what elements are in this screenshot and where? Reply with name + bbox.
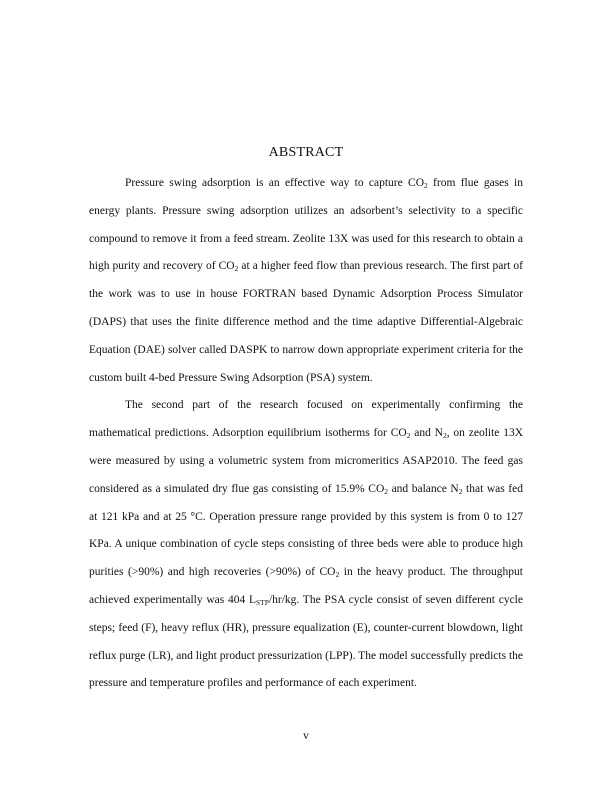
abstract-body	[89, 170, 523, 698]
subscript: 2	[406, 431, 411, 441]
text-run: at a higher feed flow than previous research. The first part of the work was to use in house FORTRAN based Dynamic Adsorption Process Simulator (DAPS) that uses the finite difference method and the time adaptive Differential-Algebraic Equation (DAE) solver called DASPK to narrow down appropriate experiment criteria for the custom built 4-bed Pressure Swing Adsorption (PSA) system.	[89, 260, 523, 384]
text-run: from flue gases in energy plants. Pressure swing adsorption utilizes an adsorbent’s selectivity to a specific compound to remove it from a feed stream. Zeolite 13X was used for this research to obtain a high purity and recovery of CO	[89, 177, 523, 273]
text-run: The second part of the research focused on experimentally confirming the mathematical predictions. Adsorption equilibrium isotherms for CO	[89, 399, 523, 440]
subscript: 2	[458, 486, 463, 496]
abstract-paragraph-1	[89, 170, 523, 392]
text-run: Pressure swing adsorption is an effective way to capture CO	[125, 177, 425, 189]
subscript: 2	[424, 181, 428, 190]
subscript: 2	[335, 570, 340, 580]
text-run: /hr/kg. The PSA cycle consist of seven different cycle steps; feed (F), heavy reflux (HR), pressure equalization (E), counter-current blowdown, light reflux purge (LR), and light product pressurization (LPP). The model successfully predicts the pressure and temperature profiles and performance of each experiment.	[89, 593, 523, 690]
subscript: STP	[255, 597, 269, 607]
abstract-paragraph-2	[89, 392, 523, 698]
subscript: 2	[442, 431, 447, 441]
text-run: and balance N	[388, 482, 459, 495]
text-run: in the heavy product. The throughput achieved experimentally was 404 L	[89, 566, 523, 606]
text-run: , on zeolite 13X were measured by using a volumetric system from micromeritics ASAP2010. The feed gas considered as a simulated dry flue gas consisting of 15.9% CO	[89, 427, 524, 495]
page-number: v	[303, 730, 309, 742]
subscript: 2	[384, 486, 389, 496]
page-title: ABSTRACT	[268, 145, 344, 160]
text-run: and N	[410, 427, 443, 440]
text-run: that was fed at 121 kPa and at 25 °C. Operation pressure range provided by this system is from 0 to 127 KPa. A unique combination of cycle steps consisting of three beds were able to produce high purities (>90%) and high recoveries (>90%) of CO	[89, 482, 523, 579]
subscript: 2	[234, 264, 239, 274]
